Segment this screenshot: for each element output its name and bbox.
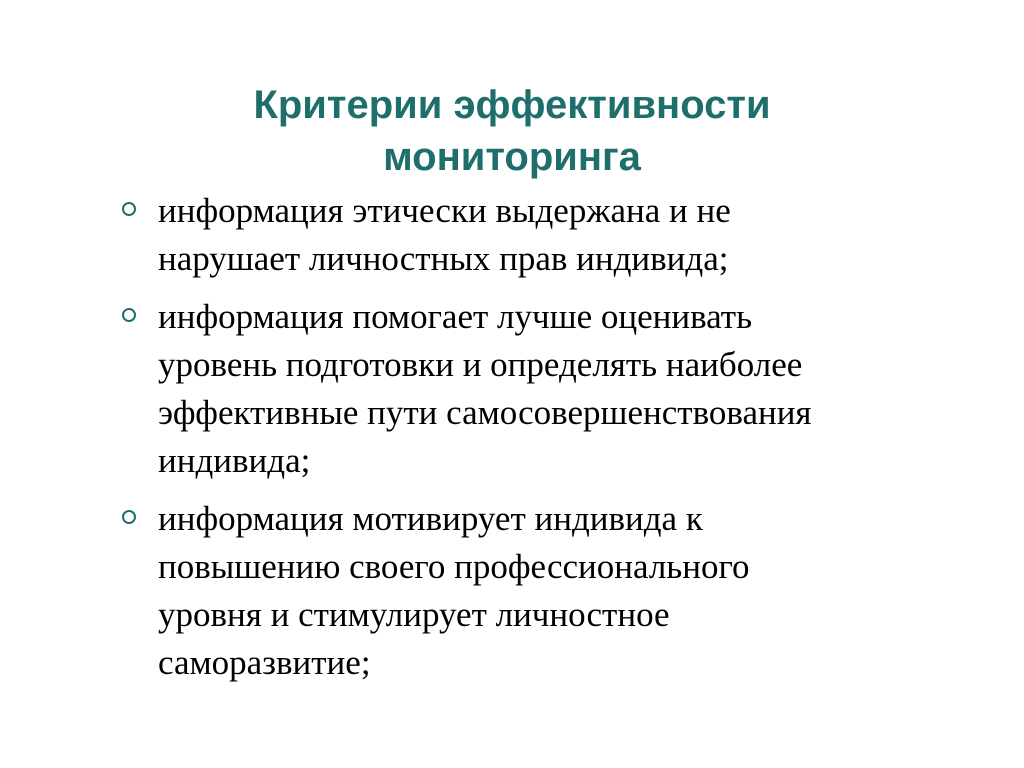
bullet-line: индивида; (158, 441, 311, 480)
bullet-line: уровень подготовки и определять наиболее (158, 345, 803, 384)
bullet-item (122, 495, 952, 687)
bullet-line: саморазвитие; (158, 643, 371, 682)
bullet-text (158, 495, 952, 687)
bullet-line: нарушает личностных прав индивида; (158, 239, 729, 278)
slide-title (0, 79, 1024, 183)
bullet-line: повышению своего профессионального (158, 547, 750, 586)
bullet-line: информация этически выдержана и не (158, 191, 731, 230)
hollow-circle-bullet-icon (122, 308, 136, 322)
bullet-item (122, 187, 952, 283)
bullet-line: эффективные пути самосовершенствования (158, 393, 812, 432)
hollow-circle-bullet-icon (122, 510, 136, 524)
slide-title-line: Критерии эффективности (253, 82, 771, 127)
bullet-line: информация мотивирует индивида к (158, 499, 703, 538)
bullet-line: информация помогает лучше оценивать (158, 297, 753, 336)
bullet-list (122, 187, 952, 697)
hollow-circle-bullet-icon (122, 202, 136, 216)
bullet-line: уровня и стимулирует личностное (158, 595, 670, 634)
slide-title-line: мониторинга (383, 134, 641, 179)
bullet-item (122, 293, 952, 485)
bullet-text (158, 187, 952, 283)
bullet-text (158, 293, 952, 485)
